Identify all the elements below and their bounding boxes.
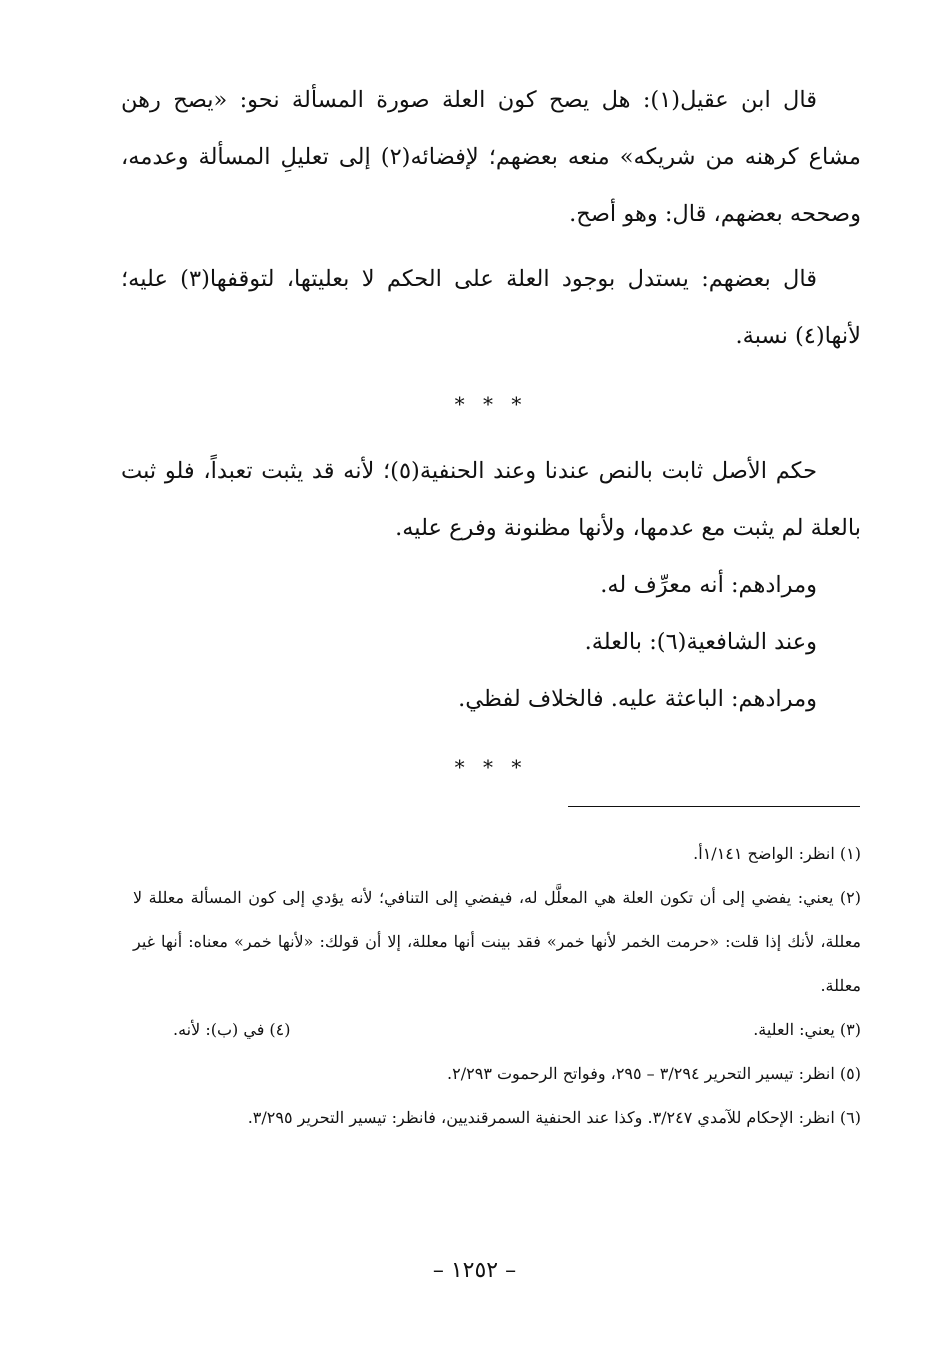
paragraph-muradhum-1: ومرادهم: أنه معرِّف له. <box>600 572 817 598</box>
paragraph-shafiiyya: وعند الشافعية(٦): بالعلة. <box>584 629 817 655</box>
footnote-6: (٦) انظر: الإحكام للآمدي ٣/٢٤٧. وكذا عند الحنفية السمرقنديين، فانظر: تيسير التحرير ٣/٢٩٥. <box>247 1108 861 1127</box>
paragraph-some-said: قال بعضهم: يستدل بوجود العلة على الحكم لا بعليتها، لتوقفها(٣) عليه؛ لأنها(٤) نسبة. <box>121 266 861 349</box>
paragraph-hukm-al-asl: حكم الأصل ثابت بالنص عندنا وعند الحنفية(٥)؛ لأنه قد يثبت تعبداً، فلو ثبت بالعلة لم يثبت مع عدمها، ولأنها مظنونة وفرع عليه. <box>121 458 861 541</box>
page-number: – ١٢٥٢ – <box>432 1258 517 1283</box>
footnote-3: (٣) يعني: العلية. <box>753 1020 861 1039</box>
paragraph-muradhum-2: ومرادهم: الباعثة عليه. فالخلاف لفظي. <box>458 686 817 712</box>
footnote-row-3-4 <box>133 1008 861 1052</box>
footnote-5: (٥) انظر: تيسير التحرير ٣/٢٩٤ – ٢٩٥، وفواتح الرحموت ٢/٢٩٣. <box>447 1064 861 1083</box>
main-text <box>121 72 861 806</box>
footnote-1: (١) انظر: الواضح ١/١٤١أ. <box>693 844 861 863</box>
footnote-4: (٤) في (ب): لأنه. <box>173 1020 291 1039</box>
footnote-2: (٢) يعني: يفضي إلى أن تكون العلة هي المعلَّل له، فيفضي إلى التنافي؛ لأنه يؤدي إلى كون المسألة معللة لا معللة، لأنك إذا قلت: «حرمت الخمر لأنها خمر» فقد بينت أنها معللة، إلا أن قولك: «لأنها خمر» معناه: أنها غير معللة. <box>133 888 861 995</box>
footnotes <box>133 832 861 1140</box>
footnote-separator <box>568 806 860 807</box>
section-divider-stars: * * * <box>454 755 528 779</box>
section-divider-stars: * * * <box>454 392 528 416</box>
paragraph-ibn-aqil: قال ابن عقيل(١): هل يصح كون العلة صورة المسألة نحو: «يصح رهن مشاع كرهنه من شريكه» منعه بعضهم؛ لإفضائه(٢) إلى تعليلِ المسألة وعدمه، وصححه بعضهم، قال: وهو أصح. <box>121 87 861 227</box>
